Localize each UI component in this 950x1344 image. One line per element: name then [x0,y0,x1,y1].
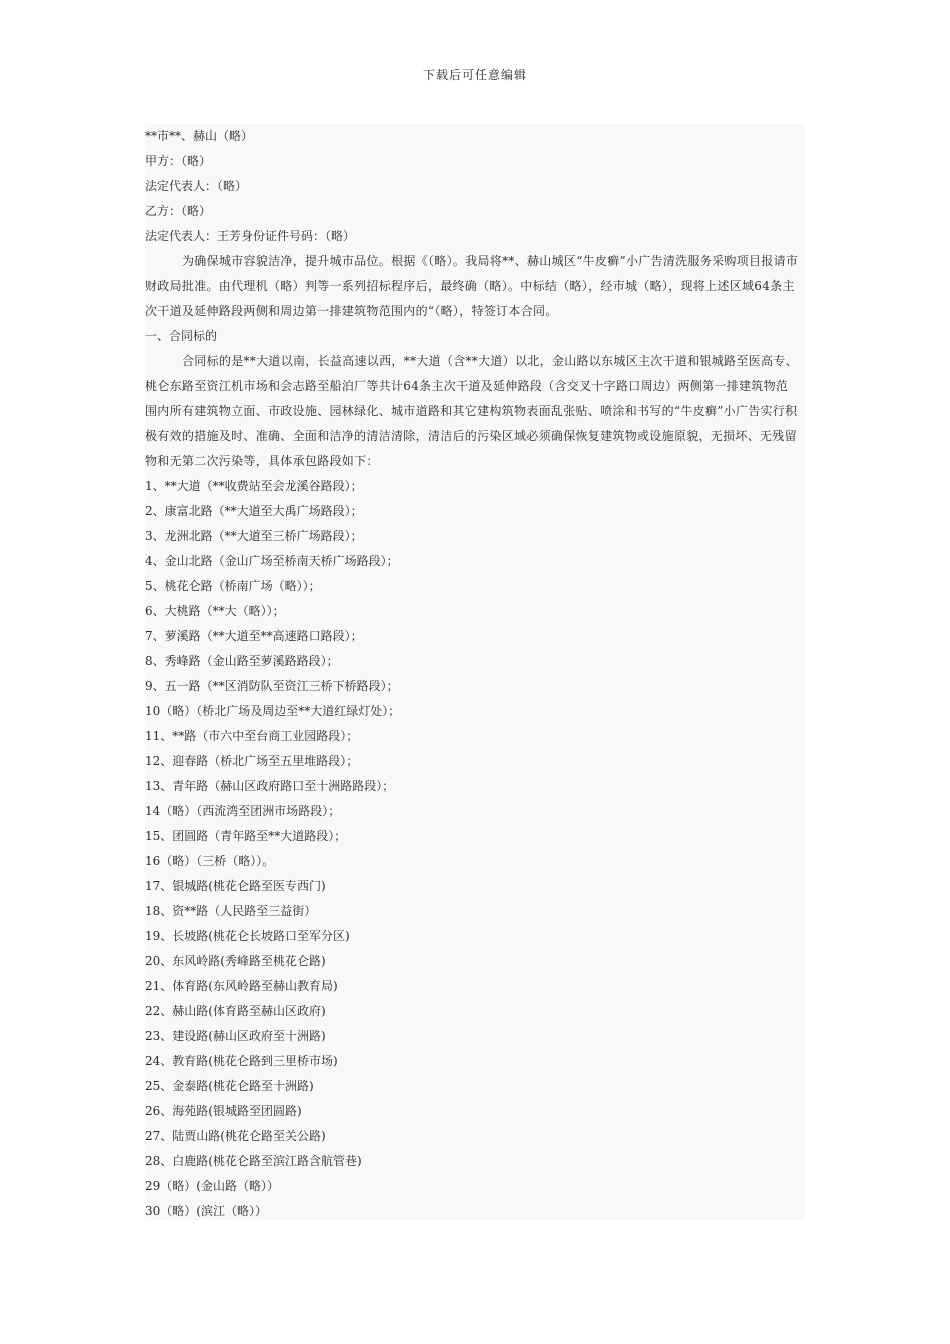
road-list-item: 15、团圆路（青年路至**大道路段）； [145,829,347,843]
road-list-item: 29（略）(金山路（略）） [145,1179,279,1193]
road-list-item: 16（略）（三桥（略））。 [145,854,275,868]
road-list-item: 18、资**路（人民路至三益街） [145,904,317,918]
road-list-item: 4、金山北路（金山广场至桥南天桥广场路段）； [145,554,399,568]
road-list-item: 28、白鹿路(桃花仑路至滨江路含航管巷) [145,1154,362,1168]
page-header: 下载后可任意编辑 [422,68,527,82]
road-list-item: 13、青年路（赫山区政府路口至十洲路路段）； [145,779,395,793]
document-body [145,124,800,1224]
road-list-item: 19、长坡路(桃花仑长坡路口至军分区) [145,929,350,943]
road-list-item: 30（略）(滨江（略）） [145,1204,267,1218]
road-list-item: 6、大桃路（**大（略））； [145,604,285,618]
road-list-item: 3、龙洲北路（**大道至三桥广场路段）； [145,529,363,543]
road-list-item: 2、康富北路（**大道至大禹广场路段）； [145,504,363,518]
road-list-item: 11、**路（市六中至台商工业园路段）； [145,729,359,743]
road-list-item: 26、海苑路(银城路至团圆路) [145,1104,302,1118]
road-list-item: 8、秀峰路（金山路至萝溪路路段）； [145,654,339,668]
road-list-item: 23、建设路(赫山区政府至十洲路) [145,1029,326,1043]
road-list-item: 1、**大道（**收费站至会龙溪谷路段）； [145,479,363,493]
road-list-item: 7、萝溪路（**大道至**高速路口路段）； [145,629,363,643]
section-paragraph: 合同标的是**大道以南，长益高速以西，**大道（含**大道）以北，金山路以东城区主次干道和银城路至医高专、桃仑东路至资江机市场和会志路至船泊厂等共计64条主次干道及延伸路段（含交叉十字路口周边）两侧第一排建筑物范围内所有建筑物立面、市政设施、园林绿化、城市道路和其它建构筑物表面乱张贴、喷涂和书写的“牛皮癣”小广告实行积极有效的措施及时、准确、全面和洁净的清洁清除，清洁后的污染区域必须确保恢复建筑物或设施原貌，无损坏、无残留物和无第二次污染等，具体承包路段如下： [145,354,798,468]
party-line: **市**、赫山（略） [145,129,254,143]
intro-paragraph: 为确保城市容貌洁净，提升城市品位。根据《（略）。我局将**、赫山城区“牛皮癣”小广告清洗服务采购项目报请市财政局批准。由代理机（略）判等一系列招标程序后，最终确（略）。中标结（略），经市城（略），现将上述区域64条主次干道及延伸路段两侧和周边第一排建筑物范围内的“（略），特签订本合同。 [145,254,799,318]
road-list-item: 24、教育路(桃花仑路到三里桥市场) [145,1054,338,1068]
road-list-item: 27、陆贾山路(桃花仑路至关公路) [145,1129,326,1143]
road-list-item: 25、金泰路(桃花仑路至十洲路) [145,1079,314,1093]
party-b-representative-line: 法定代表人：王芳身份证件号码：（略） [145,229,356,243]
section-title: 一、合同标的 [145,329,218,343]
road-list-item: 22、赫山路(体育路至赫山区政府) [145,1004,326,1018]
party-a-representative-line: 法定代表人：（略） [145,179,248,193]
road-list-item: 17、银城路(桃花仑路至医专西门) [145,879,326,893]
road-list-item: 12、迎春路（桥北广场至五里堆路段）； [145,754,359,768]
road-list-item: 10（略）（桥北广场及周边至**大道红绿灯处）； [145,704,401,718]
road-list-item: 20、东风岭路(秀峰路至桃花仑路) [145,954,326,968]
road-list-item: 14（略）（西流湾至团洲市场路段）； [145,804,341,818]
party-b-line: 乙方：（略） [145,204,212,218]
road-list-item: 9、五一路（**区消防队至资江三桥下桥路段）； [145,679,399,693]
road-list-item: 5、桃花仑路（桥南广场（略））； [145,579,321,593]
party-a-line: 甲方：（略） [145,154,212,168]
road-list-item: 21、体育路(东风岭路至赫山教育局) [145,979,338,993]
road-list [145,474,800,1224]
